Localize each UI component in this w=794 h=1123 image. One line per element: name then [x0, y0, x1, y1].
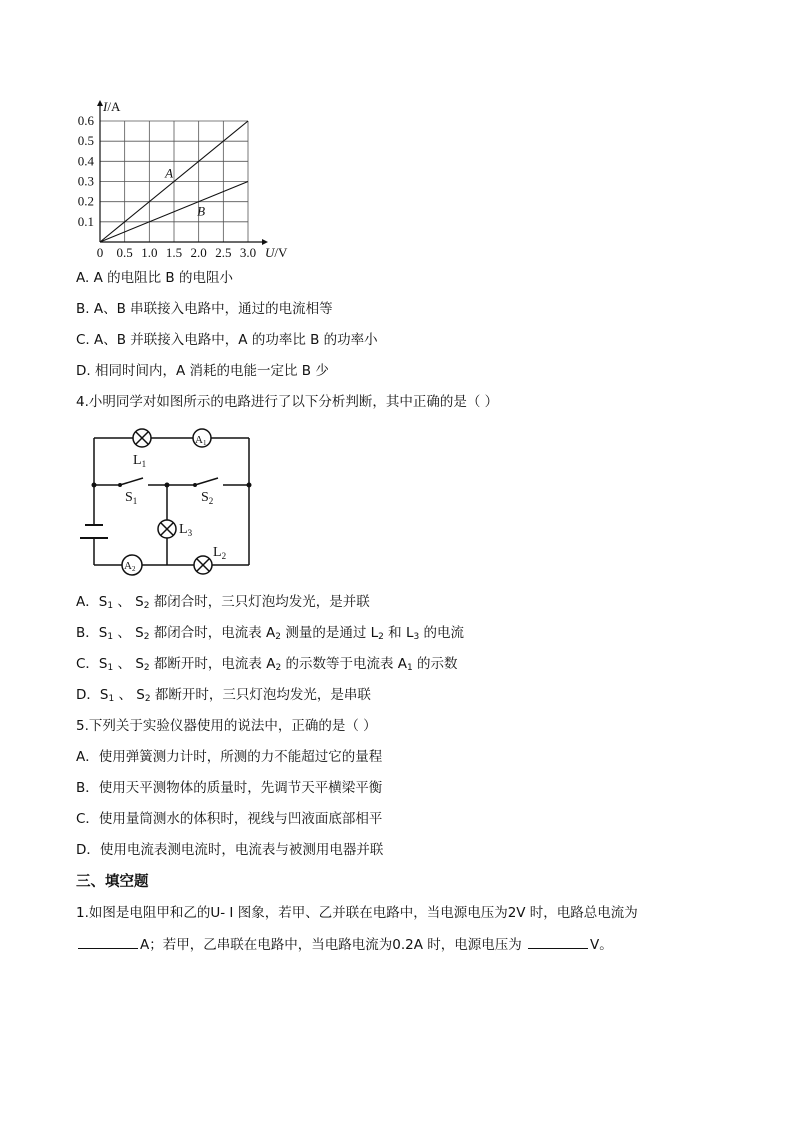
label-a1: A1: [195, 434, 207, 447]
y-tick-label: 0.1: [77, 213, 94, 229]
answer-blank-1[interactable]: [78, 934, 138, 949]
x-tick-label: 1.0: [141, 245, 158, 260]
q4-option-c: C．$S_1$ 、 $S_2$ 都断开时，电流表 $A_2$ 的示数等于电流表 $A_1$ 的示数: [76, 656, 458, 673]
series-label-b: B: [197, 203, 206, 219]
q3-option-b: B. A、B 串联接入电路中，通过的电流相等: [76, 301, 333, 317]
y-tick-label: 0.4: [77, 153, 94, 169]
q4-option-b: B．$S_1$ 、 $S_2$ 都闭合时，电流表 $A_2$ 测量的是通过 $L_2$ 和 $L_3$ 的电流: [76, 625, 465, 642]
y-tick-label: 0.3: [77, 173, 94, 189]
x-tick-label: 2.5: [215, 245, 232, 260]
circuit-diagram: [0, 420, 794, 590]
fill-q1-line2: A；若甲，乙串联在电路中，当电路电流为0.2A 时，电源电压为 V。: [76, 934, 613, 955]
x-tick-label: 0.5: [116, 245, 133, 260]
y-axis-label: I/A: [103, 99, 121, 114]
y-tick-label: 0.5: [77, 133, 94, 149]
q5-option-d: D．使用电流表测电流时，电流表与被测用电器并联: [76, 842, 384, 858]
label-l2: $L_2$: [213, 545, 227, 561]
series-label-a: A: [165, 165, 174, 181]
x-tick-label: 1.5: [165, 245, 183, 260]
q3-option-a: A. A 的电阻比 B 的电阻小: [76, 270, 233, 286]
x-axis-label: U/V: [265, 245, 288, 260]
q4-stem: 4.小明同学对如图所示的电路进行了以下分析判断，其中正确的是（ ）: [76, 394, 499, 410]
section-heading: 三、填空题: [76, 874, 149, 890]
label-l1: $L_1$: [133, 453, 147, 469]
label-l3: $L_3$: [179, 522, 193, 538]
label-a2: A2: [124, 560, 136, 573]
x-tick-label: 2.0: [190, 245, 207, 260]
y-tick-label: 0.6: [77, 113, 94, 128]
ui-graph: [0, 0, 794, 270]
x-tick-label: 0: [96, 245, 104, 260]
y-tick-label: 0.2: [77, 193, 94, 209]
answer-blank-2[interactable]: [528, 934, 588, 949]
label-s1: $S_1$: [125, 490, 138, 506]
q4-option-a: A．$S_1$ 、 $S_2$ 都闭合时，三只灯泡均发光，是并联: [76, 594, 370, 611]
q3-option-c: C. A、B 并联接入电路中，A 的功率比 B 的功率小: [76, 332, 378, 348]
fill-q1-line1: 1.如图是电阻甲和乙的U- I 图象，若甲、乙并联在电路中，当电源电压为2V 时，电路总电流为: [76, 905, 638, 921]
tick-labels: [78, 99, 288, 260]
q5-option-c: C．使用量筒测水的体积时，视线与凹液面底部相平: [76, 811, 383, 827]
q5-option-a: A．使用弹簧测力计时，所测的力不能超过它的量程: [76, 749, 383, 765]
q4-option-d: D．$S_1$ 、 $S_2$ 都断开时，三只灯泡均发光，是串联: [76, 687, 371, 704]
q5-stem: 5.下列关于实验仪器使用的说法中，正确的是（ ）: [76, 718, 377, 734]
q5-option-b: B．使用天平测物体的质量时，先调节天平横梁平衡: [76, 780, 383, 796]
x-tick-label: 3.0: [239, 245, 257, 260]
q3-option-d: D. 相同时间内，A 消耗的电能一定比 B 少: [76, 363, 329, 379]
label-s2: $S_2$: [201, 490, 214, 506]
